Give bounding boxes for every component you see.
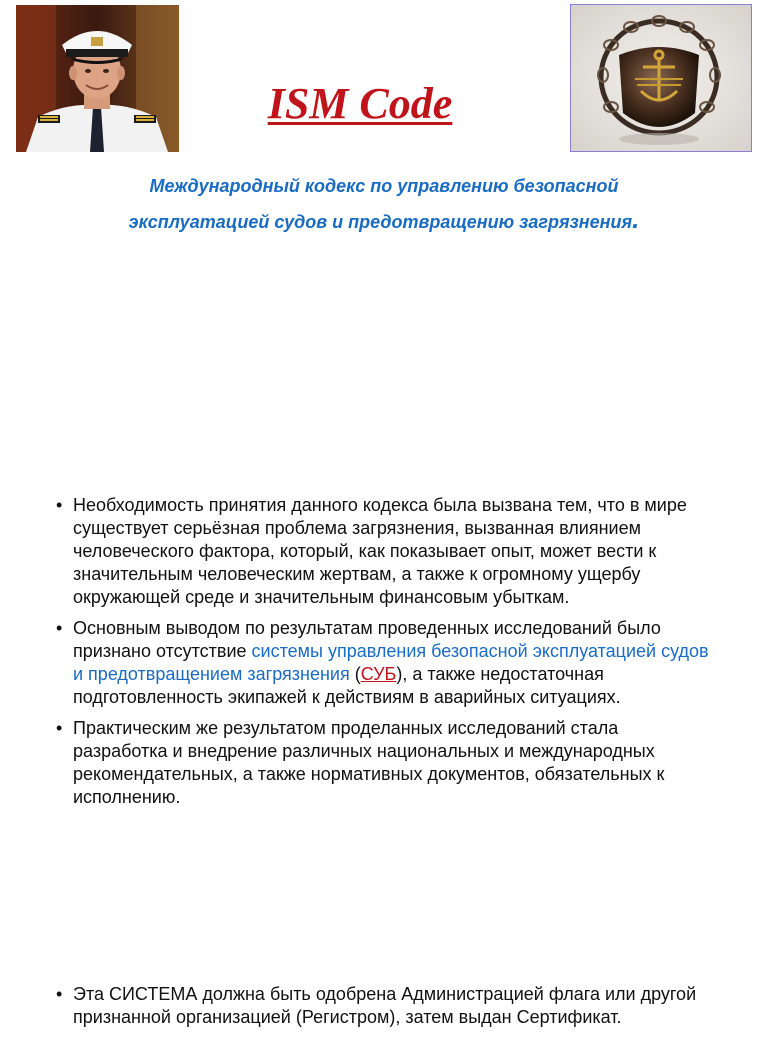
bullet-item [56, 717, 716, 809]
bullet-list [56, 494, 716, 817]
bullet-item [56, 983, 716, 1029]
bullet-text: Практическим же результатом проделанных исследований стала разработка и внедрение различных национальных и международных рекомендательных, а также нормативных документов, обязательных к исполнению. [73, 718, 665, 807]
page-title: ISM Code [267, 79, 453, 128]
bullet-glyph: • [56, 984, 63, 1004]
page-subtitle [60, 168, 708, 240]
bullet-text: Эта СИСТЕМА должна быть одобрена Администрацией флага или другой признанной организацией (Регистром), затем выдан Сертификат. [73, 984, 697, 1027]
subtitle-period: . [632, 204, 640, 234]
bullet-item [56, 617, 716, 709]
sms-abbreviation-link[interactable]: СУБ [360, 664, 397, 684]
anchor-emblem-photo [571, 5, 751, 151]
bullet-text: Необходимость принятия данного кодекса была вызвана тем, что в мире существует серьёзная проблема загрязнения, вызванная влиянием человеческого фактора, который, как показывает опыт, может вести к значительным человеческим жертвам, а также к огромному ущербу окружающей среде и значительным финансовым убыткам. [73, 495, 687, 607]
bottom-bullet-list [56, 983, 716, 1037]
captain-photo [16, 5, 179, 152]
subtitle-line-1: Международный кодекс по управлению безопасной [149, 176, 619, 196]
bullet-glyph: • [56, 618, 63, 638]
bullet-item [56, 494, 716, 609]
bullet-text-before: Основным выводом по результатам проведенных исследований было признано отсутствие [73, 618, 661, 661]
subtitle-line-2 [60, 204, 708, 240]
sms-highlight-text: системы управления безопасной эксплуатацией судов и предотвращением загрязнения [73, 641, 709, 684]
bullet-glyph: • [56, 495, 63, 515]
bullet-paren-open: ( [349, 664, 361, 684]
bullet-glyph: • [56, 718, 63, 738]
subtitle-line-2-text: эксплуатацией судов и предотвращению загрязнения [128, 212, 633, 232]
bullet-text-after: ), а также недостаточная подготовленность экипажей к действиям в аварийных ситуациях. [73, 664, 621, 707]
